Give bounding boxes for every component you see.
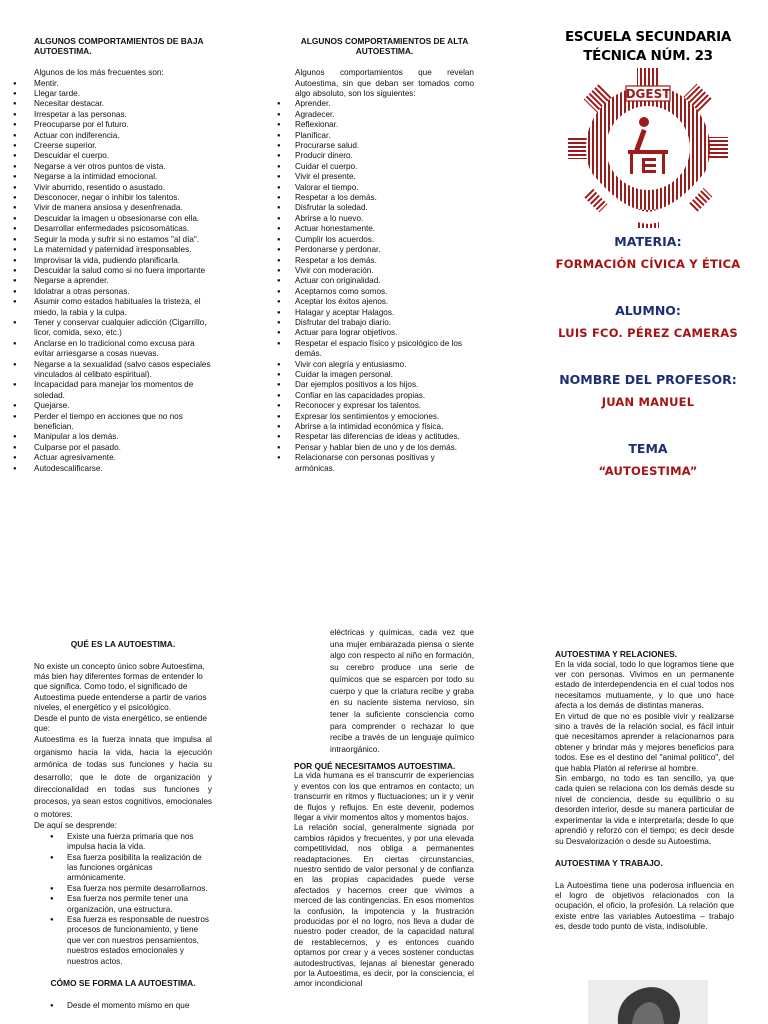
list-item: ● Vivir con alegría y entusiasmo. <box>295 360 474 370</box>
relations-panel <box>555 650 734 933</box>
que-es-list <box>34 832 212 967</box>
list-item: ● Actuar agresivamente. <box>34 453 212 463</box>
list-item: ● Esa fuerza es responsable de nuestros procesos de funcionamiento, y tiene que ver con nuestros pensamientos, nuestros estados emocionales y nuestros actos. <box>67 915 212 967</box>
list-item: ● Vivir aburrido, resentido o asustado. <box>34 183 212 193</box>
list-item: ● Idolatrar a otras personas. <box>34 287 212 297</box>
list-item: ● Preocuparse por el futuro. <box>34 120 212 130</box>
list-item: ● Esa fuerza posibilita la realización de las funciones orgánicas armónicamente. <box>67 853 212 884</box>
trab-p1: La Autoestima tiene una poderosa influencia en el logro de objetivos relacionados con la ocupación, el oficio, la profesión. La relación que existe entre las variables Autoestima – trabajo es, desde todo punto de vista, indisoluble. <box>555 880 734 932</box>
que-es-p4: De aquí se desprende: <box>34 821 117 831</box>
list-item: ● Anclarse en lo tradicional como excusa para evitar arriesgarse a cosas nuevas. <box>34 339 212 360</box>
por-que-title: POR QUÉ NECESITAMOS AUTOESTIMA. <box>294 760 456 771</box>
list-item: ● Tener y conservar cualquier adicción (Cigarrillo, licor, comida, sexo, etc.) <box>34 318 212 339</box>
list-item: ● Desconocer, negar o inhibir los talentos. <box>34 193 212 203</box>
que-es-p2: Desde el punto de vista energético, se entiende que: <box>34 713 207 734</box>
list-item: ● Llegar tarde. <box>34 89 212 99</box>
high-intro: Algunos comportamientos que revelan Autoestima, sin que deban ser tomados como algo absoluto, son los siguientes: <box>295 68 474 98</box>
school-name-line1: ESCUELA SECUNDARIA <box>564 29 732 45</box>
list-item: ● Quejarse. <box>34 401 212 411</box>
por-que-p1: La vida humana es el transcurrir de experiencias y eventos con los que entramos en contacto; un transcurrir en ritmos y fluctuaciones; un ir y venir de flujos y reflujos. En este devenir, podemos llegar a vivir momentos altos y momentos bajos. <box>294 771 474 822</box>
list-item: ● Necesitar destacar. <box>34 99 212 109</box>
list-item: ● Disfrutar la soledad. <box>295 203 474 213</box>
school-name-line2: TÉCNICA NÚM. 23 <box>583 48 713 64</box>
list-item: ● Vivir con moderación. <box>295 266 474 276</box>
low-title: ALGUNOS COMPORTAMIENTOS DE BAJA AUTOESTIMA. <box>34 36 204 56</box>
list-item: ● Halagar y aceptar Halagos. <box>295 308 474 318</box>
list-item: ● Perder el tiempo en acciones que no nos benefician. <box>34 412 212 433</box>
list-item: ● Reflexionar. <box>295 120 474 130</box>
list-item: ● Esa fuerza nos permite desarrollarnos. <box>67 884 212 894</box>
list-item: ● Negarse a ver otros puntos de vista. <box>34 162 212 172</box>
alumno-value: LUIS FCO. PÉREZ CAMERAS <box>558 326 738 340</box>
gear-icon <box>568 68 728 228</box>
list-item: ● Vivir el presente. <box>295 172 474 182</box>
rel-p2: En virtud de que no es posible vivir y realizarse sino a través de la relación social, es fácil intuir que necesitamos aprender a relacionarnos para obtener y brindar más y mejores beneficios para todos. Ese es el destino del "animal político", del que habla Platón al referirse al hombre. <box>555 711 734 773</box>
list-item: ● Irrespetar a las personas. <box>34 110 212 120</box>
list-item: ● Confiar en las capacidades propias. <box>295 391 474 401</box>
list-item: ● Desde el momento mismo en que <box>67 1001 212 1011</box>
list-item: ● Esa fuerza nos permite tener una organización, una estructura. <box>67 894 212 915</box>
list-item: ● Actuar honestamente. <box>295 224 474 234</box>
rel-title: AUTOESTIMA Y RELACIONES. <box>555 649 678 659</box>
list-item: ● Improvisar la vida, pudiendo planificarla. <box>34 256 212 266</box>
list-item: ● Descuidar la imagen u obsesionarse con ella. <box>34 214 212 224</box>
que-es-p1: No existe un concepto único sobre Autoestima, más bien hay diferentes formas de entender lo que significa. Como todo, el significado de Autoestima puede entenderse a partir de varios niveles, el energético y el psicológico. <box>34 661 207 713</box>
list-item: ● Valorar el tiempo. <box>295 183 474 193</box>
list-item: ● Cuidar la imagen personal. <box>295 370 474 380</box>
list-item: ● Vivir de manera ansiosa y desenfrenada. <box>34 203 212 213</box>
list-item: ● La maternidad y paternidad irresponsables. <box>34 245 212 255</box>
que-es-title: QUÉ ES LA AUTOESTIMA. <box>70 639 176 649</box>
high-behaviors-list <box>295 99 474 474</box>
list-item: ● Disfrutar del trabajo diario. <box>295 318 474 328</box>
list-item: ● Actuar para lograr objetivos. <box>295 328 474 338</box>
list-item: ● Negarse a la sexualidad (salvo casos especiales vinculados al celibato espiritual). <box>34 360 212 381</box>
list-item: ● Aprender. <box>295 99 474 109</box>
como-list <box>34 1001 212 1011</box>
que-es-p3: Autoestima es la fuerza innata que impulsa al organismo hacia la vida, hacia la ejecución armónica de todas sus funciones y hacia su desarrollo; que le dote de organización y direccionalidad en todas sus funciones y procesos, ya sean estos cognitivos, emocionales o motores. <box>34 735 212 819</box>
tema-value: “AUTOESTIMA” <box>598 464 698 478</box>
list-item: ● Respetar a los demás. <box>295 193 474 203</box>
list-item: ● Relacionarse con personas positivas y armónicas. <box>295 453 474 474</box>
list-item: ● Procurarse salud. <box>295 141 474 151</box>
list-item: ● Asumir como estados habituales la tristeza, el miedo, la rabia y la culpa. <box>34 297 212 318</box>
dgest-logo <box>553 68 743 228</box>
profesor-value: JUAN MANUEL <box>601 395 695 409</box>
list-item: ● Negarse a la intimidad emocional. <box>34 172 212 182</box>
list-item: ● Descuidar el cuerpo. <box>34 151 212 161</box>
low-self-esteem-panel <box>34 37 212 474</box>
list-item: ● Aceptarnos como somos. <box>295 287 474 297</box>
rel-p1: En la vida social, todo lo que logramos tiene que ver con personas. Vivimos en un permanente estado de interdependencia en el cual todos nos necesitamos mutuamente, y lo que uno hace afecta a los demás de distintas maneras. <box>555 659 734 711</box>
list-item: ● Cuidar el cuerpo. <box>295 162 474 172</box>
list-item: ● Expresar los sentimientos y emociones. <box>295 412 474 422</box>
low-intro: Algunos de los más frecuentes son: <box>34 68 164 78</box>
list-item: ● Manipular a los demás. <box>34 432 212 442</box>
list-item: ● Abrirse a la intimidad económica y física. <box>295 422 474 432</box>
lion-image <box>588 980 708 1024</box>
why-panel <box>294 627 474 990</box>
list-item: ● Pensar y hablar bien de uno y de los demás. <box>295 443 474 453</box>
profesor-label: NOMBRE DEL PROFESOR: <box>559 372 737 387</box>
por-que-p2: La relación social, generalmente signada por cambios rápidos y frecuentes, y por una elevada competitividad, nos obliga a permanentes readaptaciones. En ciertas circunstancias, nuestro sentido de valor personal y de confianza en las propias capacidades puede verse afectados y hacernos creer que vivimos a merced de las contingencias. En esos momentos la confusión, la impotencia y la frustración producidas por el no logro, nos lleva a dudar de nuestro poder creador, de la capacidad natural de restablecernos, y es entonces cuando optamos por crear y a veces sostener conductas autodestructivas, lejanas al bienestar generado por la Autoestima, es decir, por la consciencia, el amor incondicional <box>294 823 474 989</box>
list-item: ● Seguir la moda y sufrir si no estamos "al día". <box>34 235 212 245</box>
trab-title: AUTOESTIMA Y TRABAJO. <box>555 857 663 868</box>
list-item: ● Existe una fuerza primaria que nos impulsa hacia la vida. <box>67 832 212 853</box>
list-item: ● Planificar. <box>295 131 474 141</box>
list-item: ● Respetar a los demás. <box>295 256 474 266</box>
list-item: ● Dar ejemplos positivos a los hijos. <box>295 380 474 390</box>
high-title: ALGUNOS COMPORTAMIENTOS DE ALTA AUTOESTIMA. <box>300 36 469 56</box>
materia-label: MATERIA: <box>614 234 682 249</box>
list-item: ● Cumplir los acuerdos. <box>295 235 474 245</box>
list-item: ● Incapacidad para manejar los momentos de soledad. <box>34 380 212 401</box>
list-item: ● Creerse superior. <box>34 141 212 151</box>
materia-value: FORMACIÓN CÍVICA Y ÉTICA <box>555 257 741 271</box>
list-item: ● Perdonarse y perdonar. <box>295 245 474 255</box>
list-item: ● Aceptar los éxitos ajenos. <box>295 297 474 307</box>
alumno-label: ALUMNO: <box>615 303 681 318</box>
list-item: ● Producir dinero. <box>295 151 474 161</box>
list-item: ● Respetar las diferencias de ideas y actitudes. <box>295 432 474 442</box>
list-item: ● Actuar con originalidad. <box>295 276 474 286</box>
tema-label: TEMA <box>628 441 668 456</box>
list-item: ● Abrirse a lo nuevo. <box>295 214 474 224</box>
list-item: ● Mentir. <box>34 79 212 89</box>
rel-p3: Sin embargo, no todo es tan sencillo, ya que cada quien se relaciona con los demás desde su nivel de conciencia, desde su equilibrio o su desorden interior, desde su manera particular de experimentar la vida e interpretarla; desde lo que aprendió y reforzó con el tiempo; es decir desde su Desvalorización o desde su Autoestima. <box>555 774 734 846</box>
list-item: ● Culparse por el pasado. <box>34 443 212 453</box>
list-item: ● Desarrollar enfermedades psicosomáticas. <box>34 224 212 234</box>
list-item: ● Respetar el espacio físico y psicológico de los demás. <box>295 339 474 360</box>
list-item: ● Descuidar la salud como si no fuera importante <box>34 266 212 276</box>
list-item: ● Reconocer y expresar los talentos. <box>295 401 474 411</box>
list-item: ● Actuar con indiferencia. <box>34 131 212 141</box>
logo-text: DGEST <box>625 87 671 101</box>
list-item: ● Negarse a aprender. <box>34 276 212 286</box>
list-item: ● Agradecer. <box>295 110 474 120</box>
low-behaviors-list <box>34 79 212 474</box>
cover-panel <box>548 28 748 478</box>
col2-continuation: eléctricas y químicas, cada vez que una mujer embarazada piensa o siente algo con respecto al niño en formación, su cerebro produce una serie de químicos que se esparcen por todo su cuerpo y que la criatura recibe y graba en su naciente sistema nervioso, sin tener la suficiente consciencia como para comprender o rechazar lo que recibe a través de un lenguaje químico intraorgánico. <box>330 628 474 755</box>
high-self-esteem-panel <box>295 37 474 474</box>
list-item: ● Autodescalificarse. <box>34 464 212 474</box>
como-title: CÓMO SE FORMA LA AUTOESTIMA. <box>50 977 196 988</box>
what-is-panel <box>34 640 212 1011</box>
